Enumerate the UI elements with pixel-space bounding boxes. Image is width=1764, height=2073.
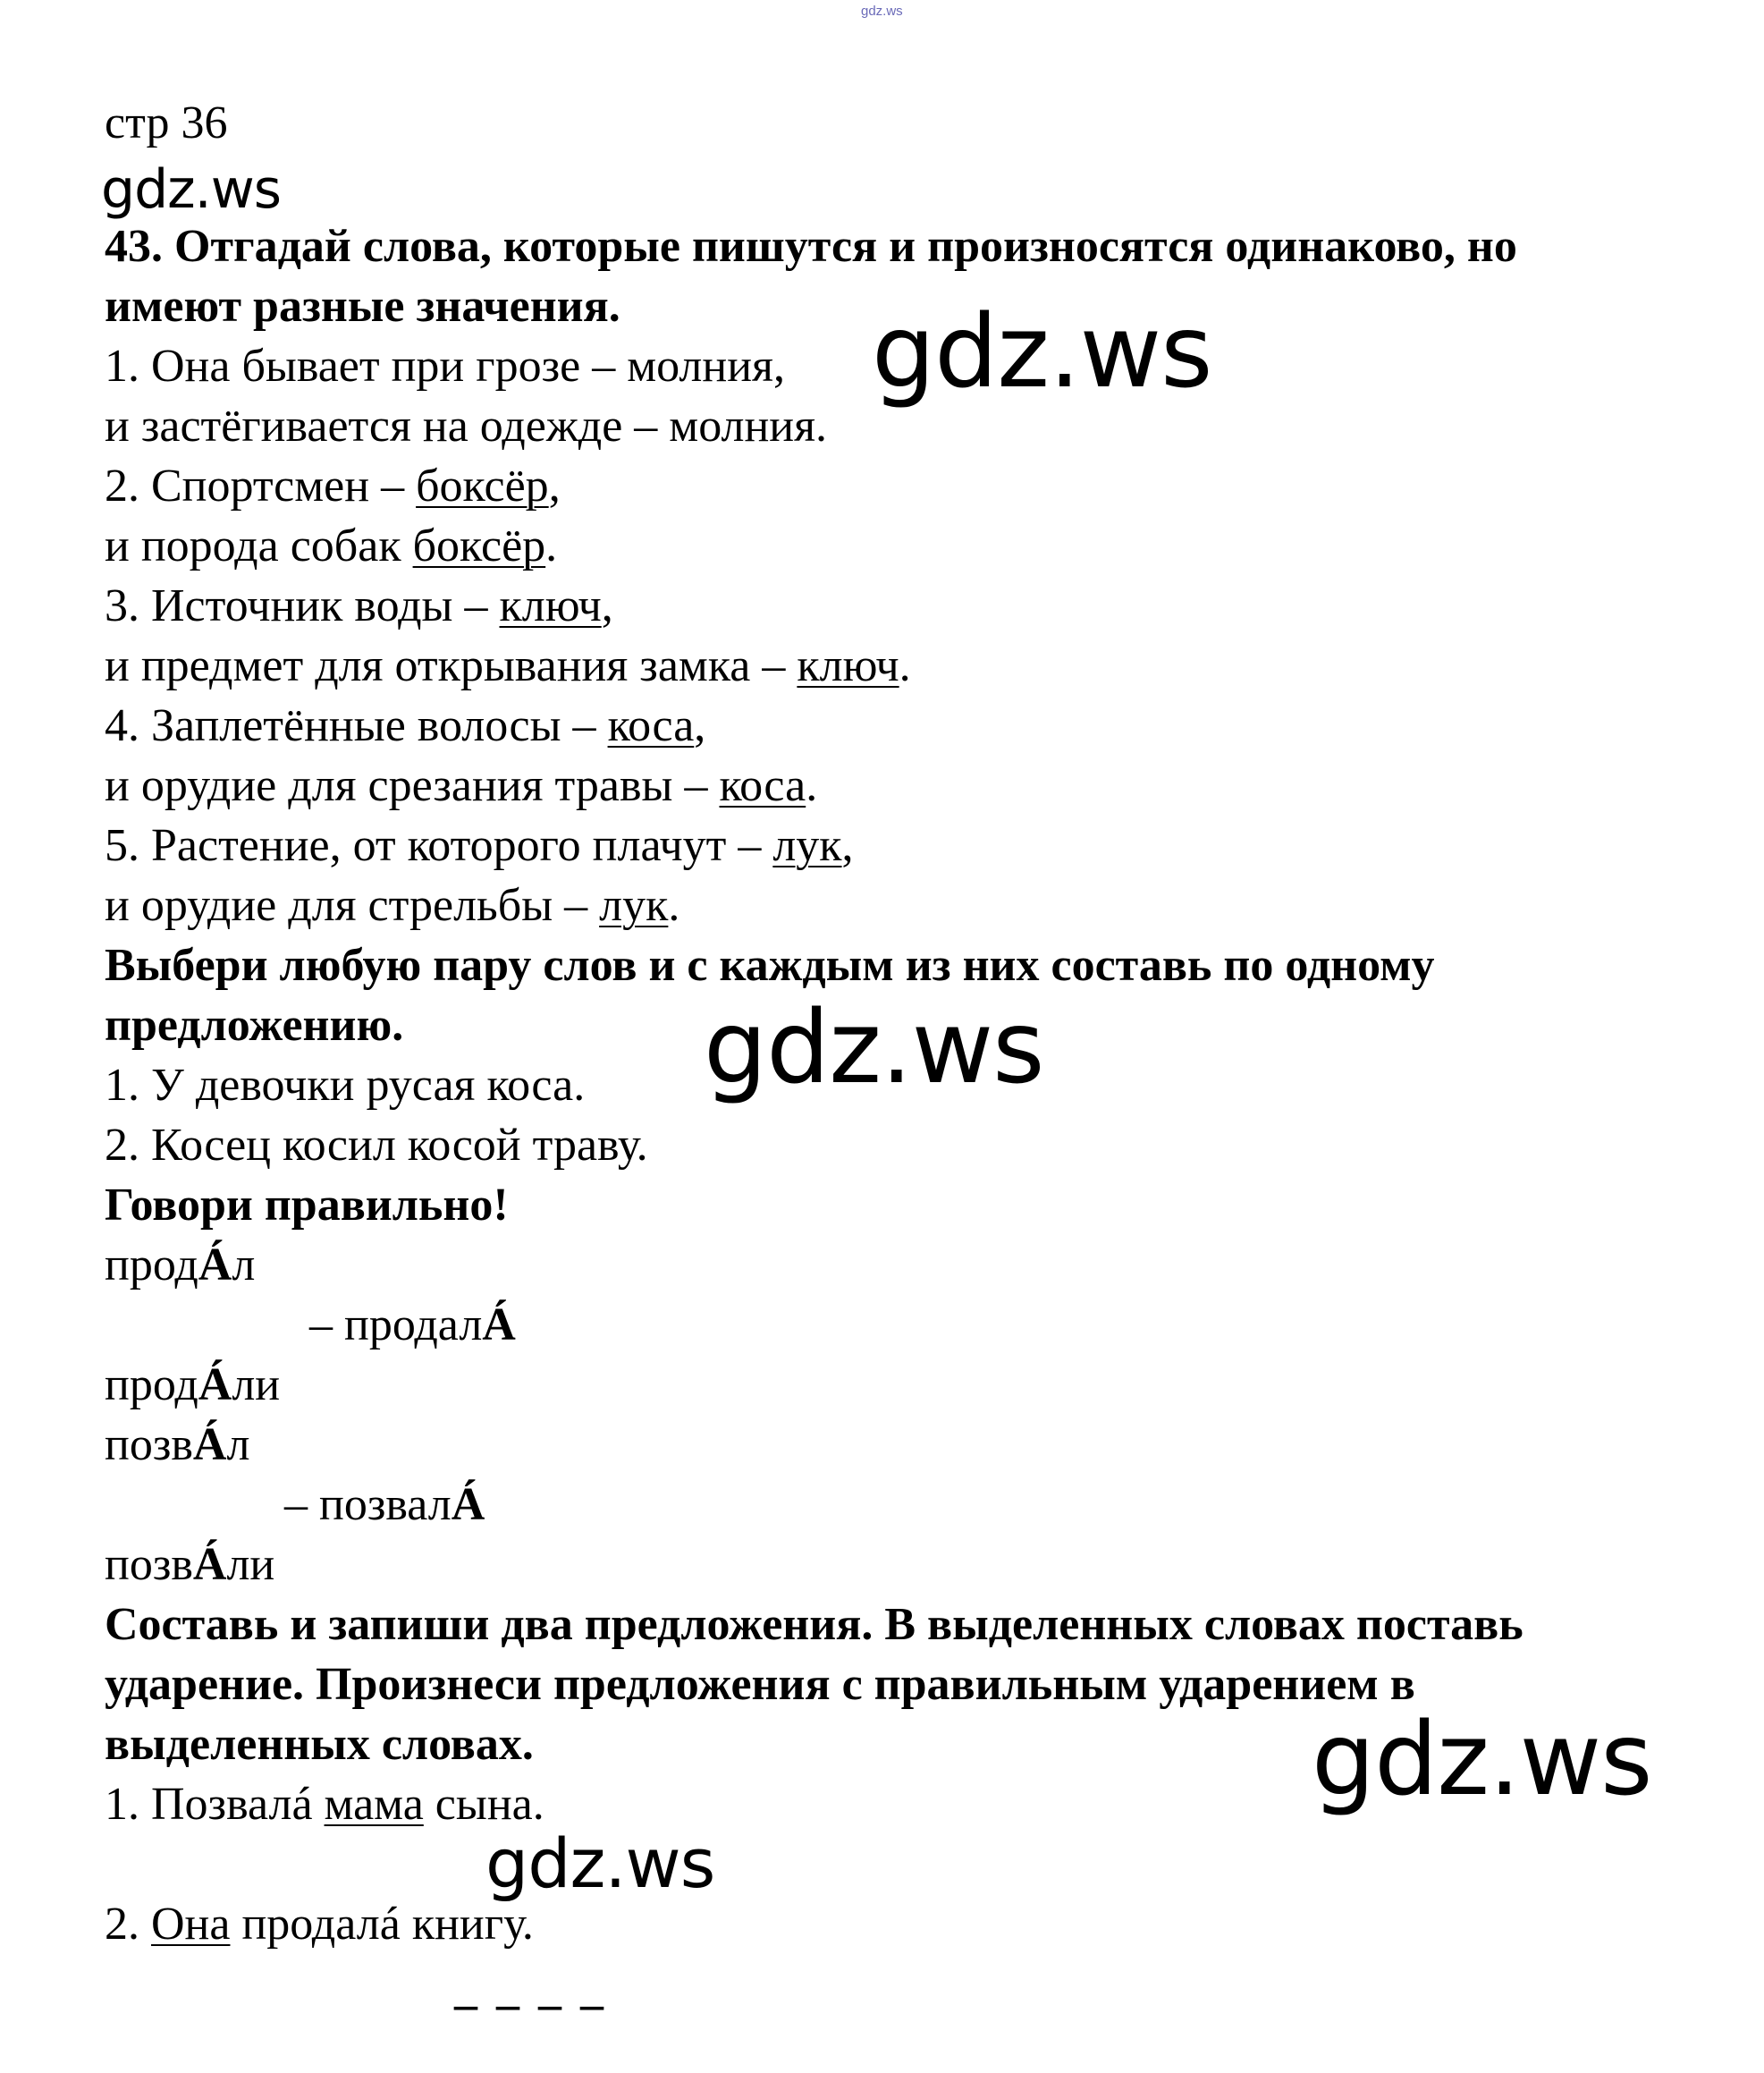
answer-word: боксёр [412,520,546,571]
task-43-title-line-1: 43. Отгадай слова, которые пишутся и произносятся одинаково, но [105,221,1517,272]
compose-title-line-3: выделенных словах. [105,1719,534,1770]
riddle-4-line-2: и орудие для срезания травы – коса. [105,760,818,811]
speak-title: Говори правильно! [105,1180,509,1231]
answer-word: лук [772,820,842,871]
riddle-4-line-1: 4. Заплетённые волосы – коса, [105,700,706,751]
highlighted-word: мама [324,1779,424,1830]
riddle-1-line-2: и застёгивается на одежде – молния. [105,401,828,452]
watermark-1: gdz.ws [872,294,1212,410]
compose-sentence-2: 2. Она продалá книгу. [105,1899,534,1950]
choose-title-line-2: предложению. [105,1000,404,1051]
compose-sentence-1: 1. Позвалá мама сына. [105,1779,544,1830]
compose-title-line-1: Составь и запиши два предложения. В выделенных словах поставь [105,1599,1523,1650]
stress-row: – позвалÁ [284,1479,485,1530]
choose-title-line-1: Выбери любую пару слов и с каждым из них составь по одному [105,940,1435,991]
riddle-5-line-1: 5. Растение, от которого плачут – лук, [105,820,854,871]
answer-word: коса [607,700,695,751]
watermark-4: gdz.ws [485,1823,715,1903]
riddle-5-line-2: и орудие для стрельбы – лук. [105,880,680,931]
task-43-title-line-2: имеют разные значения. [105,281,620,332]
compose-title-line-2: ударение. Произнеси предложения с правильным ударением в [105,1659,1415,1710]
stress-row: позвÁли [105,1539,275,1590]
choose-sentence-1: 1. У девочки русая коса. [105,1060,586,1111]
stress-row: продÁли [105,1359,281,1410]
site-label: gdz.ws [101,158,282,221]
answer-word: боксёр [416,461,549,512]
riddle-2-line-2: и порода собак боксёр. [105,520,558,571]
choose-sentence-2: 2. Косец косил косой траву. [105,1120,648,1171]
watermark-2: gdz.ws [704,990,1044,1106]
answer-word: ключ [797,640,899,691]
stress-row: – продалÁ [309,1299,516,1350]
watermark-3: gdz.ws [1312,1702,1652,1818]
highlighted-word: Она [151,1899,231,1950]
page-reference: стр 36 [105,97,228,148]
answer-word: лук [599,880,669,931]
answer-word: ключ [499,580,602,631]
riddle-3-line-2: и предмет для открывания замка – ключ. [105,640,911,691]
stress-row: позвÁл [105,1419,250,1470]
dash-marks: – – – – [454,1979,607,2030]
riddle-3-line-1: 3. Источник воды – ключ, [105,580,613,631]
top-watermark: gdz.ws [861,4,903,19]
stress-row: продÁл [105,1240,256,1290]
answer-word: коса [719,760,806,811]
riddle-1-line-1: 1. Она бывает при грозе – молния, [105,341,785,392]
riddle-2-line-1: 2. Спортсмен – боксёр, [105,461,561,512]
